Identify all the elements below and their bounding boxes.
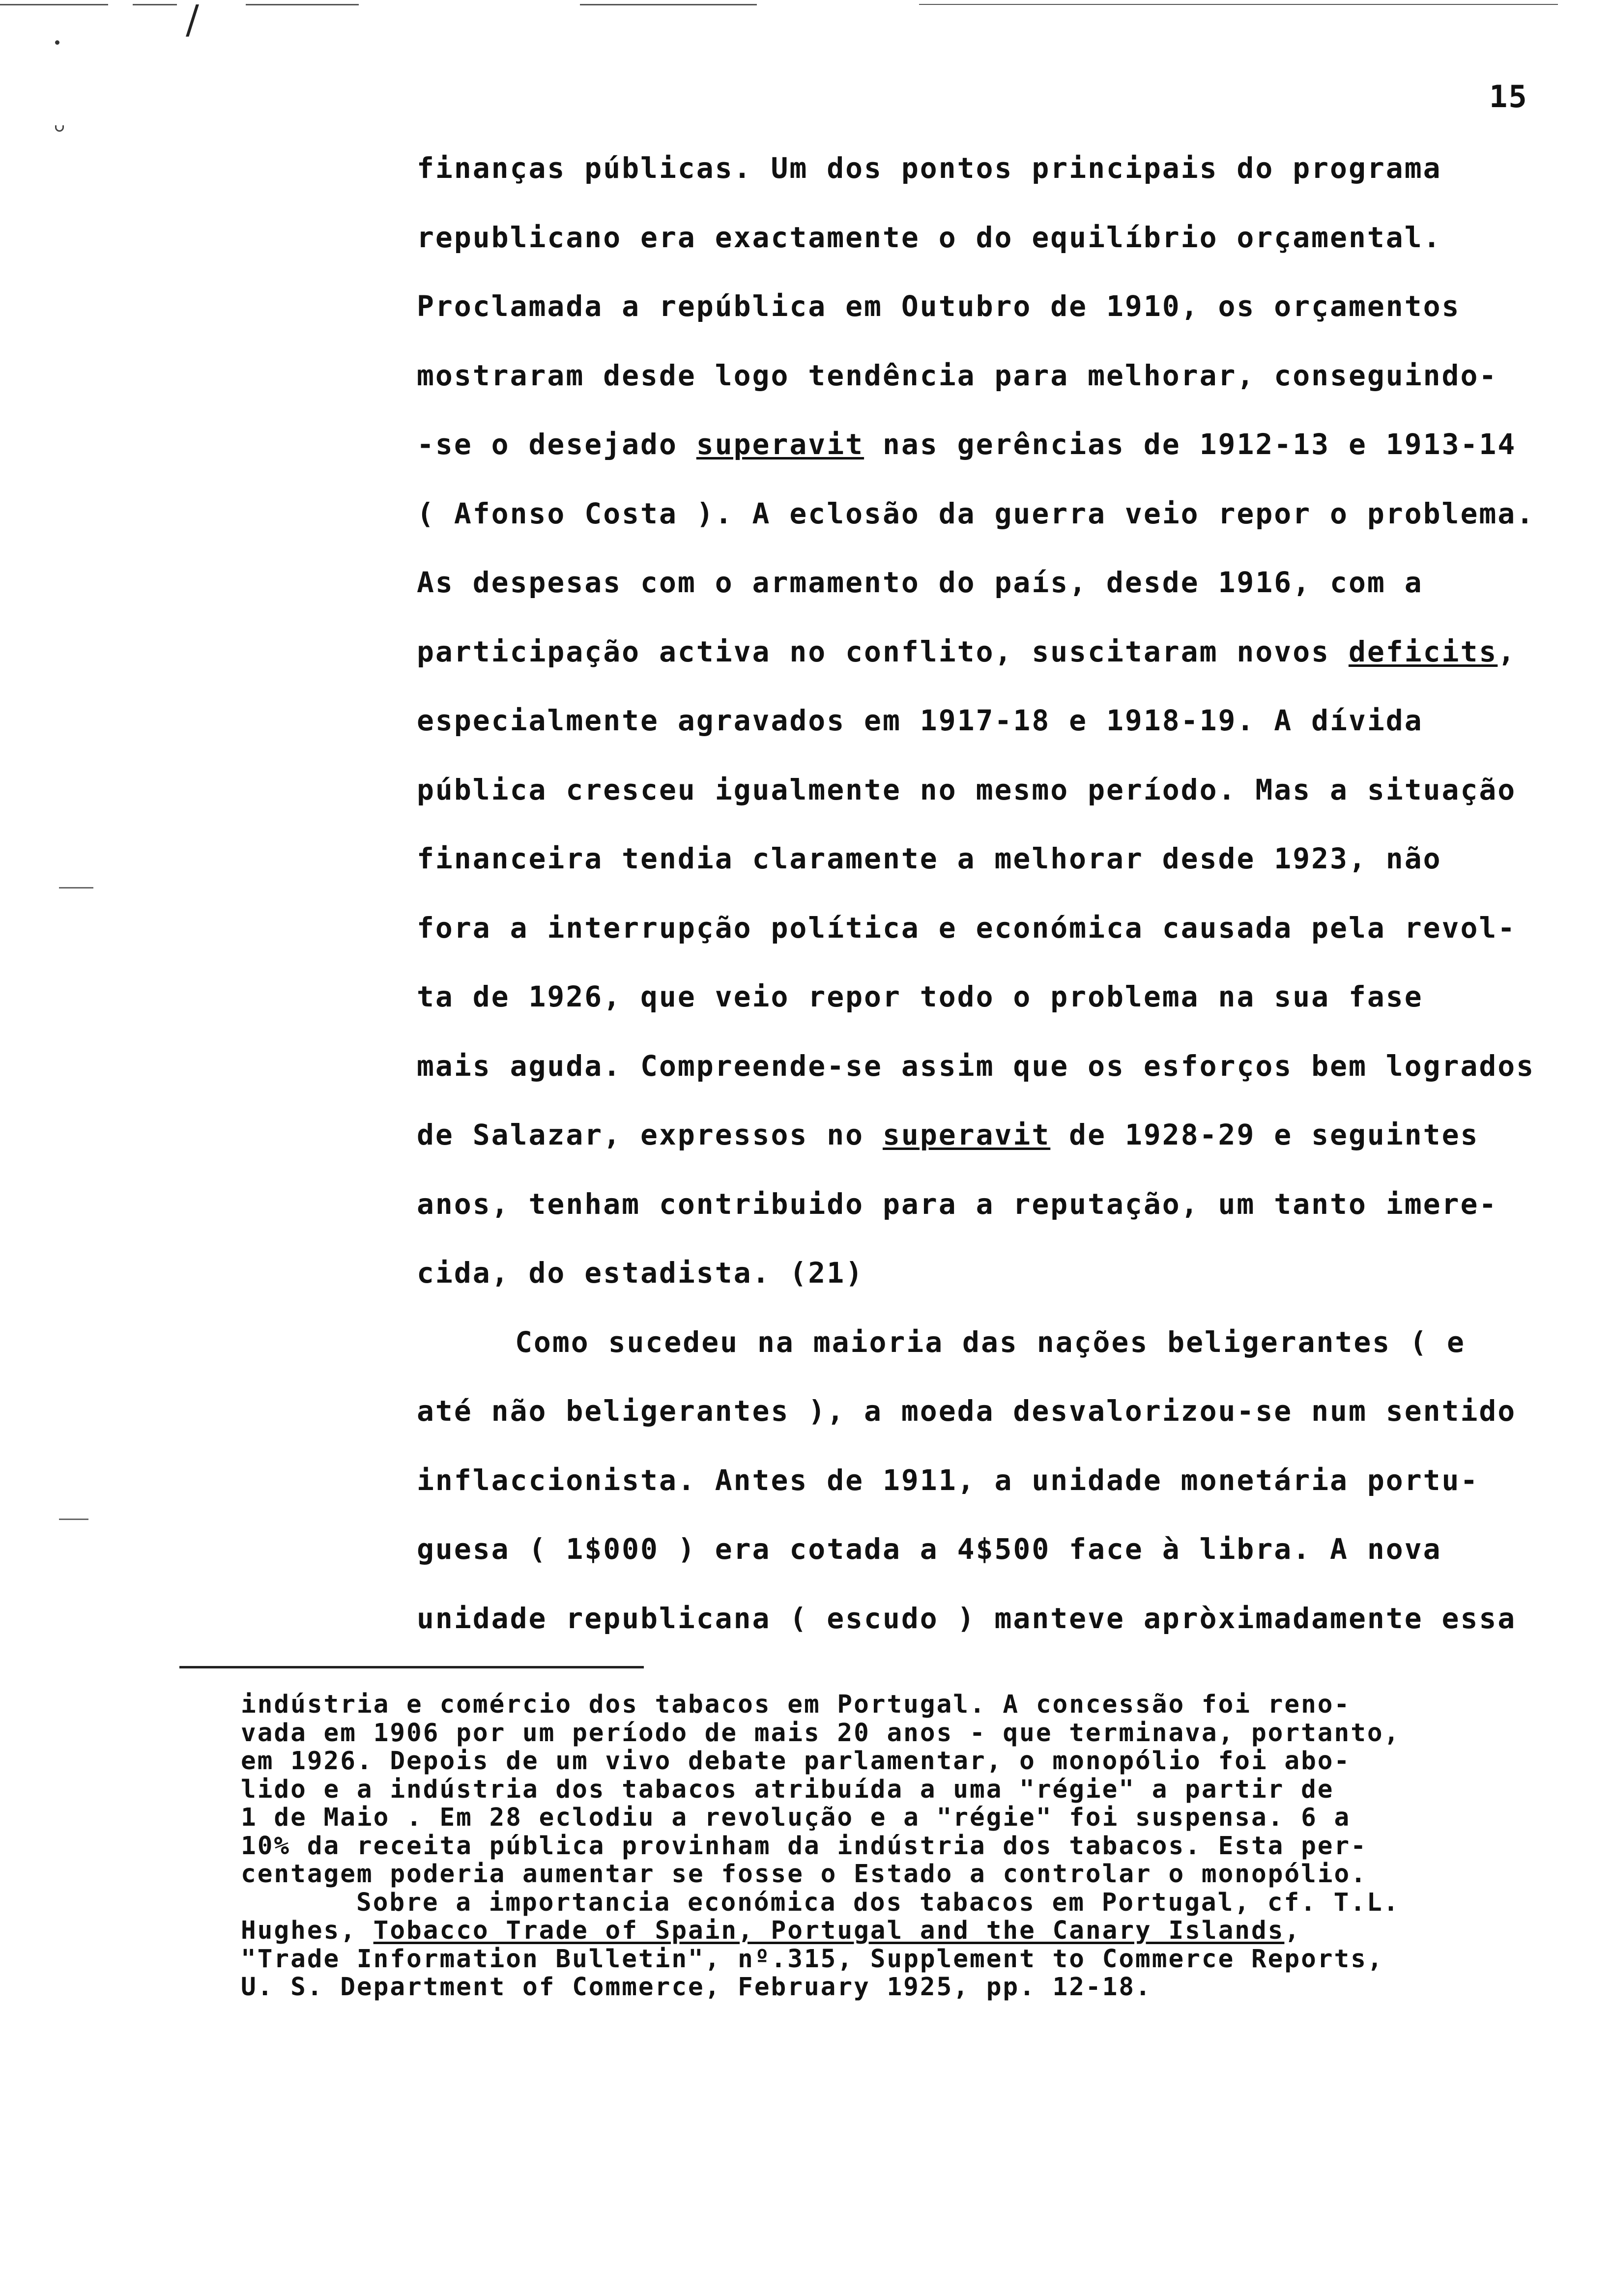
- text-segment: republicano era exactamente o do equilíbrio orçamental.: [417, 220, 1442, 254]
- text-segment: ta de 1926, que veio repor todo o problema na sua fase: [417, 980, 1423, 1013]
- text-segment: "Trade Information Bulletin", nº.315, Supplement to Commerce Reports,: [241, 1944, 1384, 1974]
- scan-artifact-line: [133, 4, 177, 5]
- text-segment: até não beligerantes ), a moeda desvalorizou-se num sentido: [417, 1394, 1517, 1428]
- footnote-line: [241, 1945, 1607, 1974]
- body-line: [417, 1252, 1562, 1321]
- footnote-line: [241, 1832, 1607, 1861]
- body-line: [417, 286, 1562, 355]
- body-line: [417, 147, 1562, 217]
- body-line: [417, 1390, 1562, 1460]
- text-segment: U. S. Department of Commerce, February 1925, pp. 12-18.: [241, 1973, 1152, 2002]
- text-segment: pública cresceu igualmente no mesmo período. Mas a situação: [417, 773, 1517, 806]
- body-line: [417, 355, 1562, 424]
- text-segment: em 1926. Depois de um vivo debate parlamentar, o monopólio foi abo-: [241, 1747, 1351, 1776]
- text-segment: ,: [1497, 634, 1517, 668]
- page-number: 15: [1489, 79, 1528, 115]
- body-line: [417, 631, 1562, 700]
- body-line: [417, 1321, 1562, 1391]
- text-segment: ,: [1284, 1916, 1301, 1945]
- text-segment: Sobre a importancia económica dos tabacos em Portugal, cf. T.L.: [356, 1888, 1400, 1917]
- scan-artifact-line: [919, 4, 1558, 5]
- underlined-text: superavit: [882, 1118, 1051, 1151]
- scan-artifact-line: [0, 4, 108, 5]
- text-segment: lido e a indústria dos tabacos atribuída a uma "régie" a partir de: [241, 1775, 1334, 1804]
- margin-dash: [59, 887, 93, 889]
- text-segment: -se o desejado: [417, 428, 696, 461]
- footnote-line: [241, 1917, 1607, 1945]
- body-line: [417, 1114, 1562, 1183]
- text-segment: Proclamada a república em Outubro de 1910, os orçamentos: [417, 289, 1461, 323]
- footnote-line: [241, 1691, 1607, 1719]
- text-segment: fora a interrupção política e económica causada pela revol-: [417, 911, 1517, 945]
- text-segment: Hughes,: [241, 1916, 374, 1945]
- footnote-line: [241, 1776, 1607, 1804]
- body-line: [417, 1460, 1562, 1529]
- body-line: [417, 1598, 1562, 1667]
- underlined-text: deficits: [1348, 634, 1498, 668]
- text-segment: vada em 1906 por um período de mais 20 anos - que terminava, portanto,: [241, 1718, 1401, 1748]
- body-line: [417, 700, 1562, 769]
- underlined-text: Tobacco Trade of Spain, Portugal and the Canary Islands: [373, 1916, 1285, 1945]
- footnote-line: [241, 1719, 1607, 1748]
- body-line: [417, 424, 1562, 493]
- body-line: [417, 769, 1562, 838]
- underlined-text: superavit: [696, 428, 864, 461]
- text-segment: 10% da receita pública provinham da indústria dos tabacos. Esta per-: [241, 1831, 1367, 1861]
- footnote-line: [241, 1747, 1607, 1776]
- body-line: [417, 493, 1562, 562]
- text-segment: ( Afonso Costa ). A eclosão da guerra veio repor o problema.: [417, 496, 1535, 530]
- text-segment: centagem poderia aumentar se fosse o Estado a controlar o monopólio.: [241, 1860, 1367, 1889]
- scan-artifact-line: [580, 4, 757, 5]
- body-line: [417, 976, 1562, 1045]
- body-line: [417, 907, 1562, 976]
- text-segment: nas gerências de 1912-13 e 1913-14: [864, 428, 1517, 461]
- footnote-line: [241, 1860, 1607, 1889]
- body-line: [417, 1528, 1562, 1598]
- body-line: [417, 1045, 1562, 1115]
- text-segment: mostraram desde logo tendência para melhorar, conseguindo-: [417, 358, 1498, 392]
- scan-artifact-slash: /: [186, 0, 199, 42]
- text-segment: indústria e comércio dos tabacos em Portugal. A concessão foi reno-: [241, 1690, 1351, 1719]
- scan-artifact-dot: [55, 40, 59, 45]
- scan-artifact-mark: [55, 125, 64, 132]
- footnotes: [241, 1691, 1607, 2002]
- text-segment: Como sucedeu na maioria das nações beligerantes ( e: [515, 1325, 1466, 1359]
- text-segment: especialmente agravados em 1917-18 e 1918-19. A dívida: [417, 704, 1423, 737]
- body-line: [417, 217, 1562, 286]
- text-segment: de 1928-29 e seguintes: [1050, 1118, 1479, 1151]
- text-segment: guesa ( 1$000 ) era cotada a 4$500 face à libra. A nova: [417, 1532, 1442, 1566]
- text-segment: 1 de Maio . Em 28 eclodiu a revolução e a "régie" foi suspensa. 6 a: [241, 1803, 1351, 1832]
- text-segment: financeira tendia claramente a melhorar desde 1923, não: [417, 842, 1442, 875]
- text-segment: cida, do estadista. (21): [417, 1256, 864, 1290]
- footnote-line: [241, 1889, 1607, 1917]
- footnote-line: [241, 1804, 1607, 1832]
- footnote-separator: [179, 1666, 644, 1668]
- footnote-line: [241, 1973, 1607, 2002]
- text-segment: inflaccionista. Antes de 1911, a unidade monetária portu-: [417, 1463, 1479, 1497]
- margin-dash: [59, 1519, 88, 1520]
- text-segment: mais aguda. Compreende-se assim que os esforços bem logrados: [417, 1049, 1535, 1083]
- text-segment: de Salazar, expressos no: [417, 1118, 883, 1151]
- text-segment: participação activa no conflito, suscitaram novos: [417, 634, 1349, 668]
- body-text: [417, 147, 1562, 1666]
- body-line: [417, 1183, 1562, 1253]
- text-segment: As despesas com o armamento do país, desde 1916, com a: [417, 566, 1423, 599]
- scan-artifact-line: [246, 4, 359, 5]
- text-segment: finanças públicas. Um dos pontos principais do programa: [417, 151, 1442, 185]
- body-line: [417, 838, 1562, 907]
- text-segment: unidade republicana ( escudo ) manteve apròximadamente essa: [417, 1601, 1517, 1635]
- body-line: [417, 562, 1562, 631]
- text-segment: anos, tenham contribuido para a reputação, um tanto imere-: [417, 1187, 1498, 1221]
